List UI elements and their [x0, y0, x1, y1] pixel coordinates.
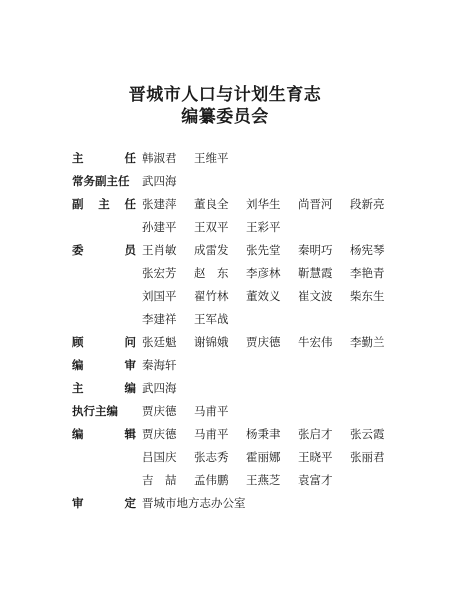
member-name: 靳慧霞: [298, 266, 333, 280]
member-name: 武四海: [142, 174, 177, 188]
member-name: 王双平: [194, 220, 229, 234]
member-names: [142, 331, 402, 354]
book-title: 晋城市人口与计划生育志: [128, 85, 322, 105]
member-names: [142, 377, 402, 400]
member-names: [142, 423, 402, 492]
role-label: 编 审: [72, 358, 136, 372]
member-name: 谢锦娥: [194, 335, 229, 349]
member-name: 马甫平: [194, 427, 229, 441]
member-name: 柴东生: [350, 289, 385, 303]
member-name: 韩淑君: [142, 151, 177, 165]
member-name: 秦海轩: [142, 358, 177, 372]
role-label: 常 务 副 主 任: [72, 174, 130, 188]
roster-row: [72, 239, 412, 331]
member-name: 李艳青: [350, 266, 385, 280]
role-label: 主 任: [72, 151, 136, 165]
role-label: 副 主 任: [72, 197, 136, 211]
member-name: 吕国庆: [142, 450, 177, 464]
member-name: 吉 喆: [142, 473, 177, 487]
member-name: 董良全: [194, 197, 229, 211]
member-name: 王燕芝: [246, 473, 281, 487]
member-name: 张云霞: [350, 427, 385, 441]
member-name: 王军战: [194, 312, 229, 326]
roster-row: [72, 377, 412, 400]
member-names: [142, 400, 402, 423]
member-name: 王彩平: [246, 220, 281, 234]
role-label: 执 行 主 编: [72, 404, 118, 418]
role-label: 审 定: [72, 496, 136, 510]
member-name: 王晓平: [298, 450, 333, 464]
member-name: 张宏芳: [142, 266, 177, 280]
member-name: 张先堂: [246, 243, 281, 257]
member-name: 杨宪琴: [350, 243, 385, 257]
roster-row: [72, 354, 412, 377]
member-name: 张建萍: [142, 197, 177, 211]
roster-row: [72, 423, 412, 492]
role-label: 委 员: [72, 243, 136, 257]
member-names: [142, 239, 402, 331]
member-name: 王肖敏: [142, 243, 177, 257]
committee-title: 编纂委员会: [181, 107, 269, 127]
member-name: 贾庆德: [142, 404, 177, 418]
member-name: 张志秀: [194, 450, 229, 464]
committee-roster: [72, 147, 412, 515]
member-names: [142, 354, 402, 377]
member-name: 秦明巧: [298, 243, 333, 257]
roster-row: [72, 147, 412, 170]
member-name: 霍丽娜: [246, 450, 281, 464]
member-name: 贾庆德: [142, 427, 177, 441]
member-name: 晋城市地方志办公室: [142, 496, 246, 510]
member-name: 张启才: [298, 427, 333, 441]
member-name: 董效义: [246, 289, 281, 303]
member-name: 马甫平: [194, 404, 229, 418]
member-name: 张丽君: [350, 450, 385, 464]
member-name: 杨秉聿: [246, 427, 281, 441]
member-name: 武四海: [142, 381, 177, 395]
member-name: 赵 东: [194, 266, 229, 280]
member-names: [142, 147, 402, 170]
roster-row: [72, 331, 412, 354]
role-label: 编 辑: [72, 427, 136, 441]
member-name: 成雷发: [194, 243, 229, 257]
role-label: 顾 问: [72, 335, 136, 349]
member-name: 尚晋河: [298, 197, 333, 211]
member-name: 李勤兰: [350, 335, 385, 349]
roster-row: [72, 400, 412, 423]
member-names: [142, 170, 402, 193]
member-name: 李建祥: [142, 312, 177, 326]
member-name: 孙建平: [142, 220, 177, 234]
member-name: 牛宏伟: [298, 335, 333, 349]
roster-row: [72, 170, 412, 193]
member-names: [142, 193, 402, 239]
member-name: 翟竹林: [194, 289, 229, 303]
member-name: 刘国平: [142, 289, 177, 303]
member-name: 贾庆德: [246, 335, 281, 349]
member-name: 刘华生: [246, 197, 281, 211]
member-name: 袁富才: [298, 473, 333, 487]
member-name: 崔文波: [298, 289, 333, 303]
member-name: 王维平: [194, 151, 229, 165]
roster-row: [72, 492, 412, 515]
member-name: 段新亮: [350, 197, 385, 211]
member-name: 张廷魁: [142, 335, 177, 349]
member-name: 李彦林: [246, 266, 281, 280]
member-names: [142, 492, 402, 515]
member-name: 孟伟鹏: [194, 473, 229, 487]
role-label: 主 编: [72, 381, 136, 395]
roster-row: [72, 193, 412, 239]
